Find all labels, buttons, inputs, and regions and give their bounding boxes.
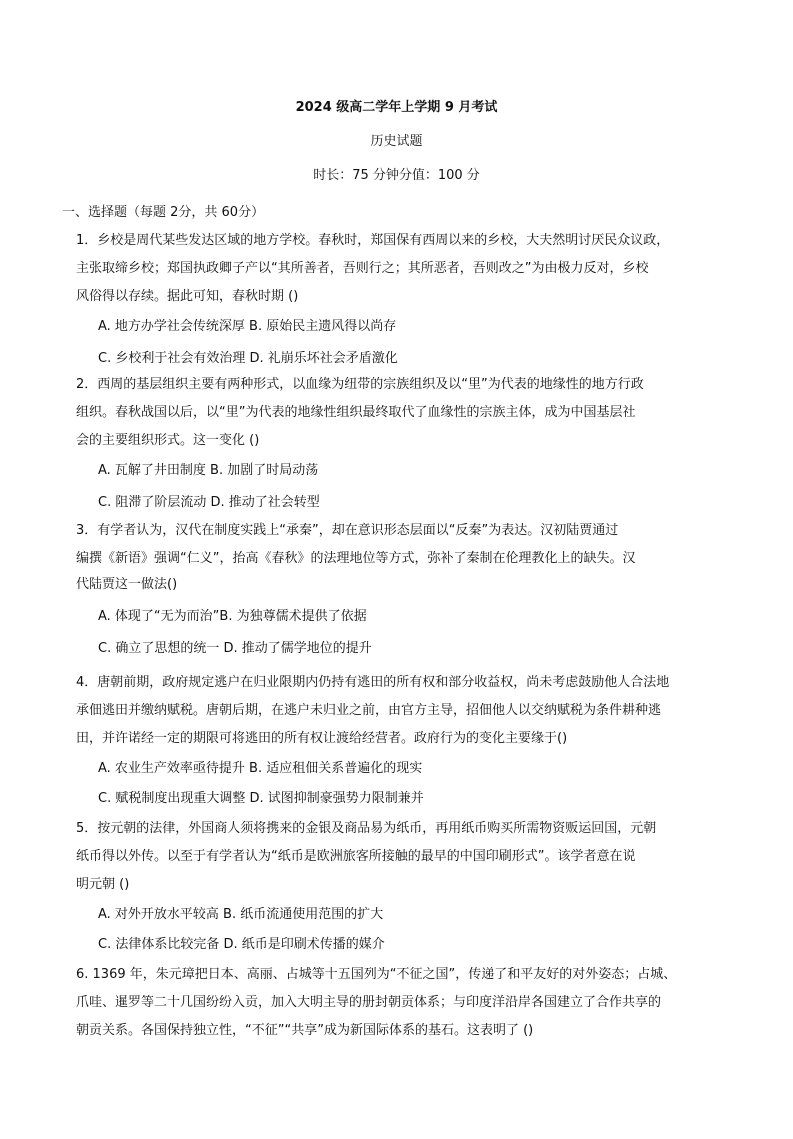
question-2-line-3: 会的主要组织形式。这一变化 () (76, 433, 260, 448)
question-6-line-1: 6. 1369 年，朱元璋把日本、高丽、占城等十五国列为“不征之国”，传递了和平友好的对外姿态；占城、 (76, 967, 677, 982)
question-3-line-3: 代陆贾这一做法() (76, 577, 178, 592)
question-2-option-cd: C. 阻滞了阶层流动 D. 推动了社会转型 (98, 495, 320, 510)
exam-title: 2024 级高二学年上学期 9 月考试 (295, 100, 498, 115)
question-3-line-1: 3．有学者认为，汉代在制度实践上“承秦”，却在意识形态层面以“反秦”为表达。汉初陆贾通过 (76, 523, 619, 538)
question-5-line-1: 5．按元朝的法律，外国商人须将携来的金银及商品易为纸币，再用纸币购买所需物资贩运回国，元朝 (76, 821, 657, 836)
question-5-line-3: 明元朝 () (76, 877, 130, 892)
question-3-option-ab: A. 体现了“无为而治”B. 为独尊儒术提供了依据 (98, 609, 367, 624)
question-4-line-3: 田，并许诺经一定的期限可将逃田的所有权让渡给经营者。政府行为的变化主要缘于() (76, 731, 568, 746)
question-2-line-1: 2．西周的基层组织主要有两种形式，以血缘为纽带的宗族组织及以“里”为代表的地缘性的地方行政 (76, 377, 644, 392)
section-heading: 一、选择题（每题 2分，共 60分） (62, 205, 265, 220)
question-4-option-ab: A. 农业生产效率亟待提升 B. 适应租佃关系普遍化的现实 (98, 761, 423, 776)
question-4-line-1: 4．唐朝前期，政府规定逃户在归业限期内仍持有逃田的所有权和部分收益权，尚未考虑鼓励他人合法地 (76, 675, 670, 690)
question-1-option-cd: C. 乡校利于社会有效治理 D. 礼崩乐坏社会矛盾激化 (98, 351, 398, 366)
exam-meta: 时长：75 分钟分值：100 分 (313, 168, 480, 183)
question-1-line-1: 1．乡校是周代某些发达区域的地方学校。春秋时，郑国保有西周以来的乡校，大夫然明讨厌民众议政， (76, 233, 670, 248)
question-5-line-2: 纸币得以外传。以至于有学者认为“纸币是欧洲旅客所接触的最早的中国印刷形式”。该学者意在说 (76, 849, 636, 864)
question-6-line-2: 爪哇、暹罗等二十几国纷纷入贡，加入大明主导的册封朝贡体系；与印度洋沿岸各国建立了合作共享的 (76, 995, 662, 1010)
question-5-option-ab: A. 对外开放水平较高 B. 纸币流通使用范围的扩大 (98, 907, 384, 922)
question-6-line-3: 朝贡关系。各国保持独立性，“不征”“共享”成为新国际体系的基石。这表明了 () (76, 1023, 534, 1038)
question-4-option-cd: C. 赋税制度出现重大调整 D. 试图抑制豪强势力限制兼并 (98, 791, 424, 806)
question-2-line-2: 组织。春秋战国以后，以“里”为代表的地缘性组织最终取代了血缘性的宗族主体，成为中国基层社 (76, 405, 636, 420)
question-3-option-cd: C. 确立了思想的统一 D. 推动了儒学地位的提升 (98, 641, 372, 656)
question-4-line-2: 承佃逃田并缴纳赋税。唐朝后期，在逃户未归业之前，由官方主导，招佃他人以交纳赋税为条件耕种逃 (76, 703, 662, 718)
question-2-option-ab: A. 瓦解了井田制度 B. 加剧了时局动荡 (98, 463, 319, 478)
question-1-line-3: 风俗得以存续。据此可知，春秋时期 () (76, 289, 299, 304)
question-1-option-ab: A. 地方办学社会传统深厚 B. 原始民主遗风得以尚存 (98, 319, 397, 334)
question-3-line-2: 编撰《新语》强调“仁义”，抬高《春秋》的法理地位等方式，弥补了秦制在伦理教化上的缺失。汉 (76, 551, 636, 566)
exam-subject: 历史试题 (370, 134, 423, 149)
question-1-line-2: 主张取缔乡校；郑国执政卿子产以“其所善者，吾则行之；其所恶者，吾则改之”为由极力反对，乡校 (76, 261, 649, 276)
question-5-option-cd: C. 法律体系比较完备 D. 纸币是印刷术传播的媒介 (98, 937, 385, 952)
